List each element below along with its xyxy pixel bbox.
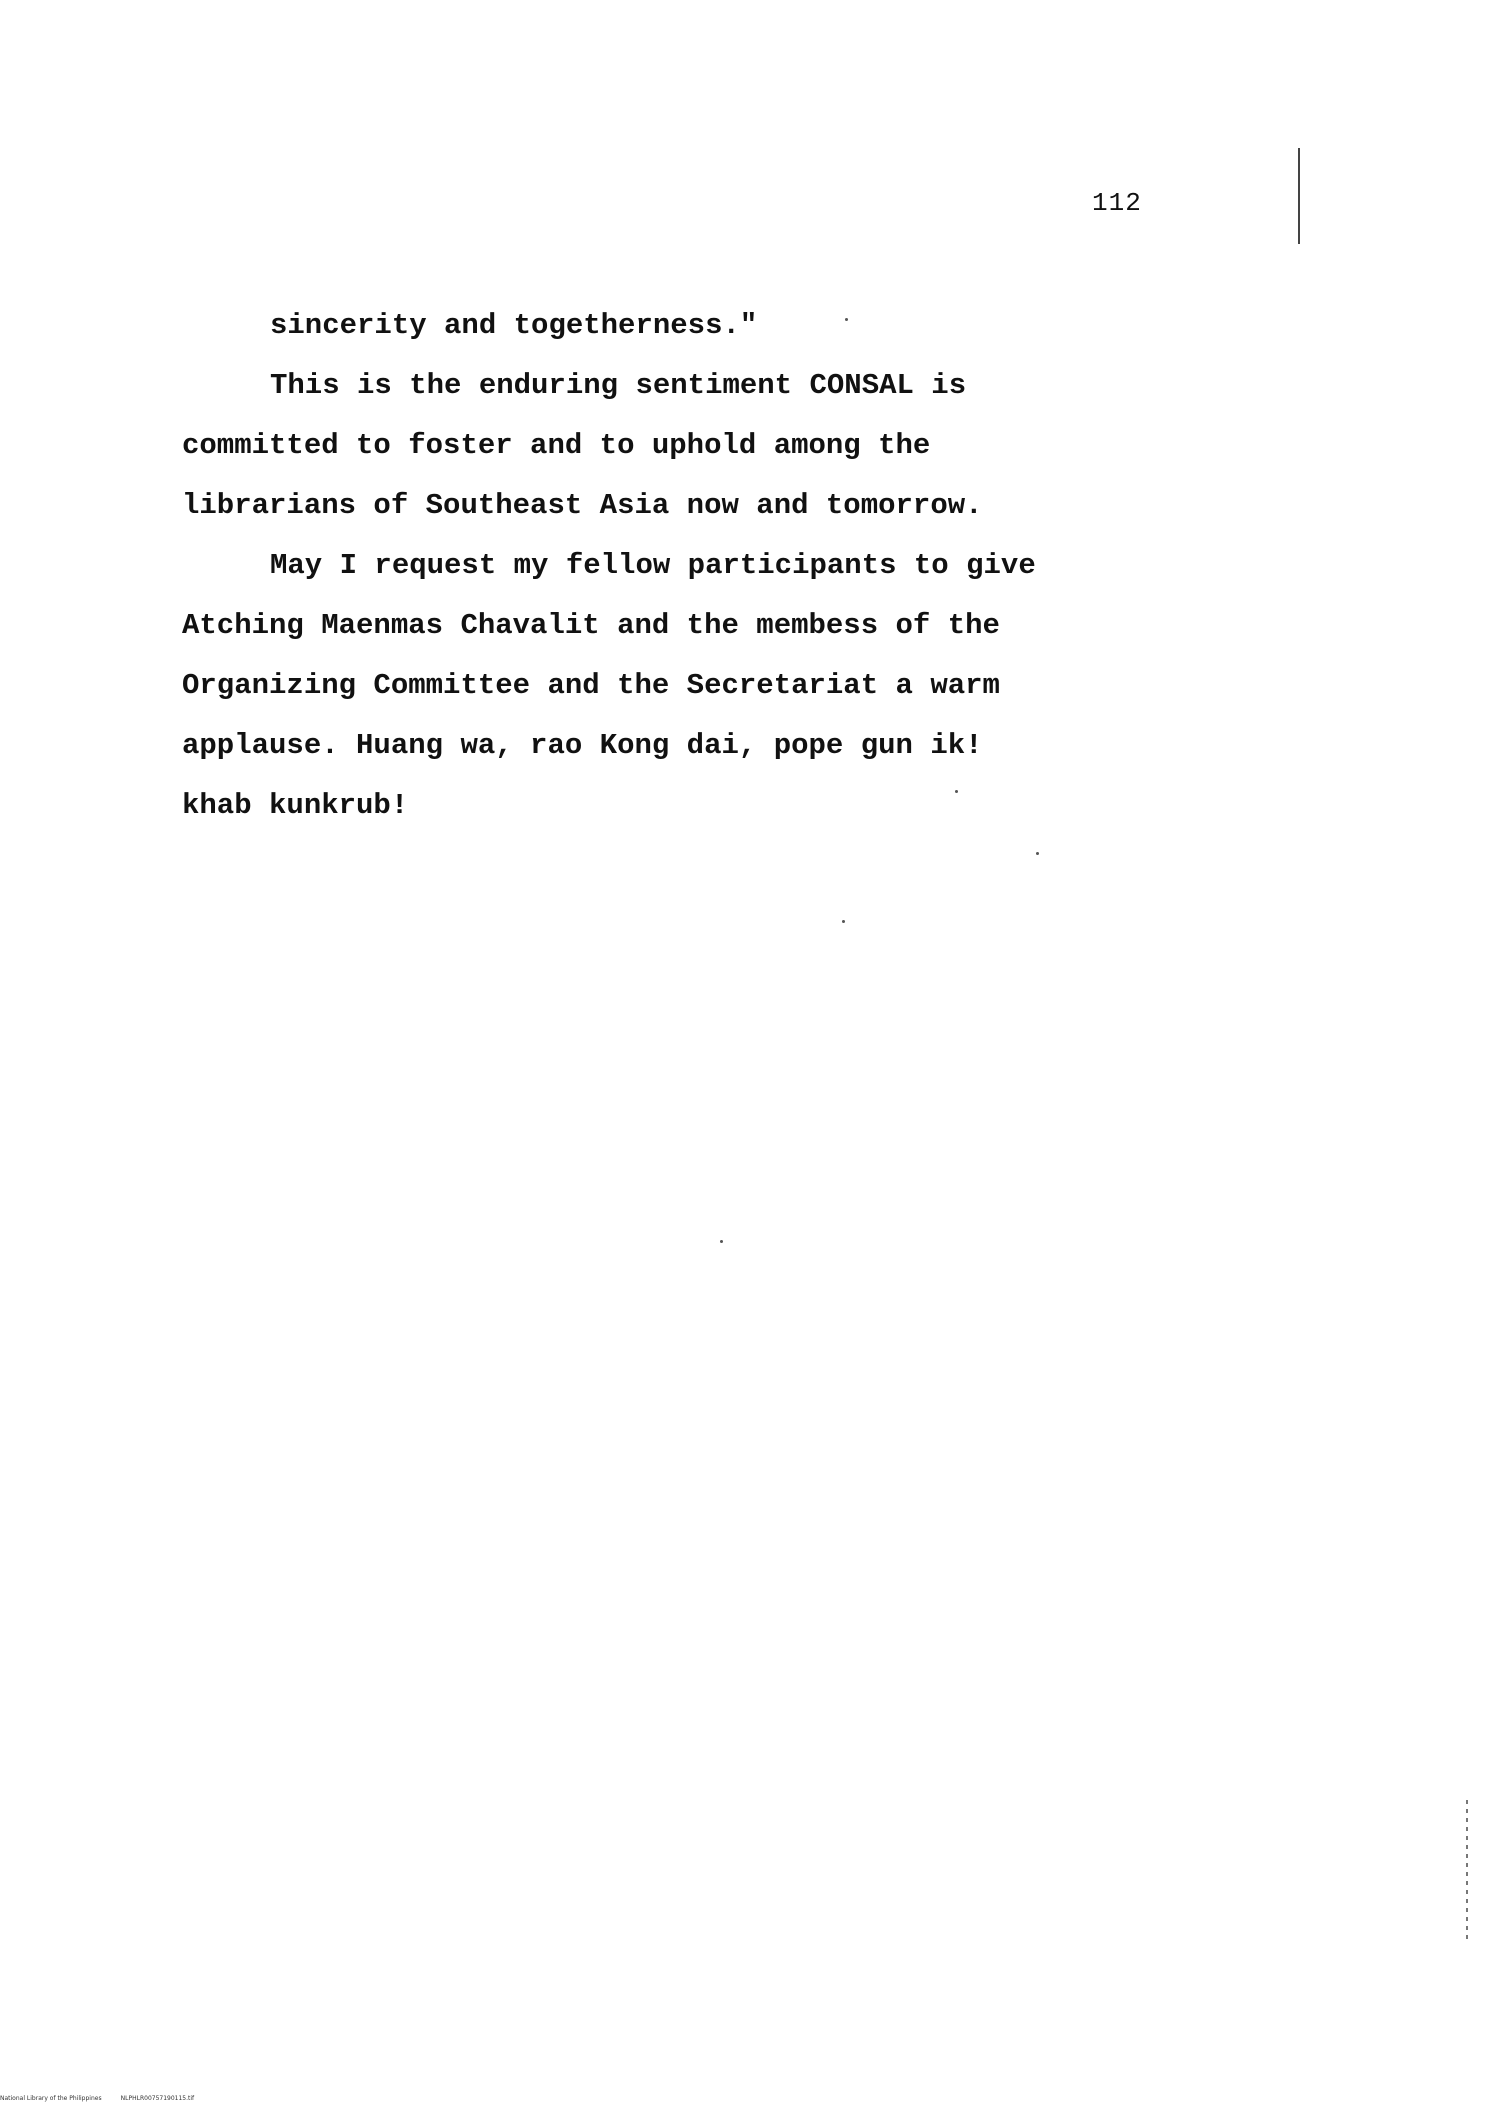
body-text <box>182 296 1082 836</box>
scan-speck <box>720 1240 723 1243</box>
scan-speck <box>842 920 845 923</box>
scan-speck <box>1036 852 1039 855</box>
text-line: Organizing Committee and the Secretariat a warm <box>182 669 1000 702</box>
footer-left: National Library of the Philippines <box>0 2095 102 2102</box>
page-number: 112 <box>1092 188 1142 218</box>
scan-edge-dots <box>1466 1800 1468 1940</box>
text-line: applause. Huang wa, rao Kong dai, pope gun ik! <box>182 729 983 762</box>
text-line: sincerity and togetherness." <box>270 309 758 342</box>
text-line: librarians of Southeast Asia now and tomorrow. <box>182 489 983 522</box>
text-line: Atching Maenmas Chavalit and the membess of the <box>182 609 1000 642</box>
text-line: This is the enduring sentiment CONSAL is <box>270 369 967 402</box>
text-line: khab kunkrub! <box>182 789 409 822</box>
text-line: committed to foster and to uphold among the <box>182 429 931 462</box>
footer-right: NLPHLR00757190115.tif <box>120 2095 195 2102</box>
scan-footer <box>0 2095 194 2102</box>
scan-speck <box>955 790 958 793</box>
text-line: May I request my fellow participants to give <box>270 549 1036 582</box>
scan-edge-line <box>1298 148 1300 244</box>
scan-speck <box>845 318 848 321</box>
